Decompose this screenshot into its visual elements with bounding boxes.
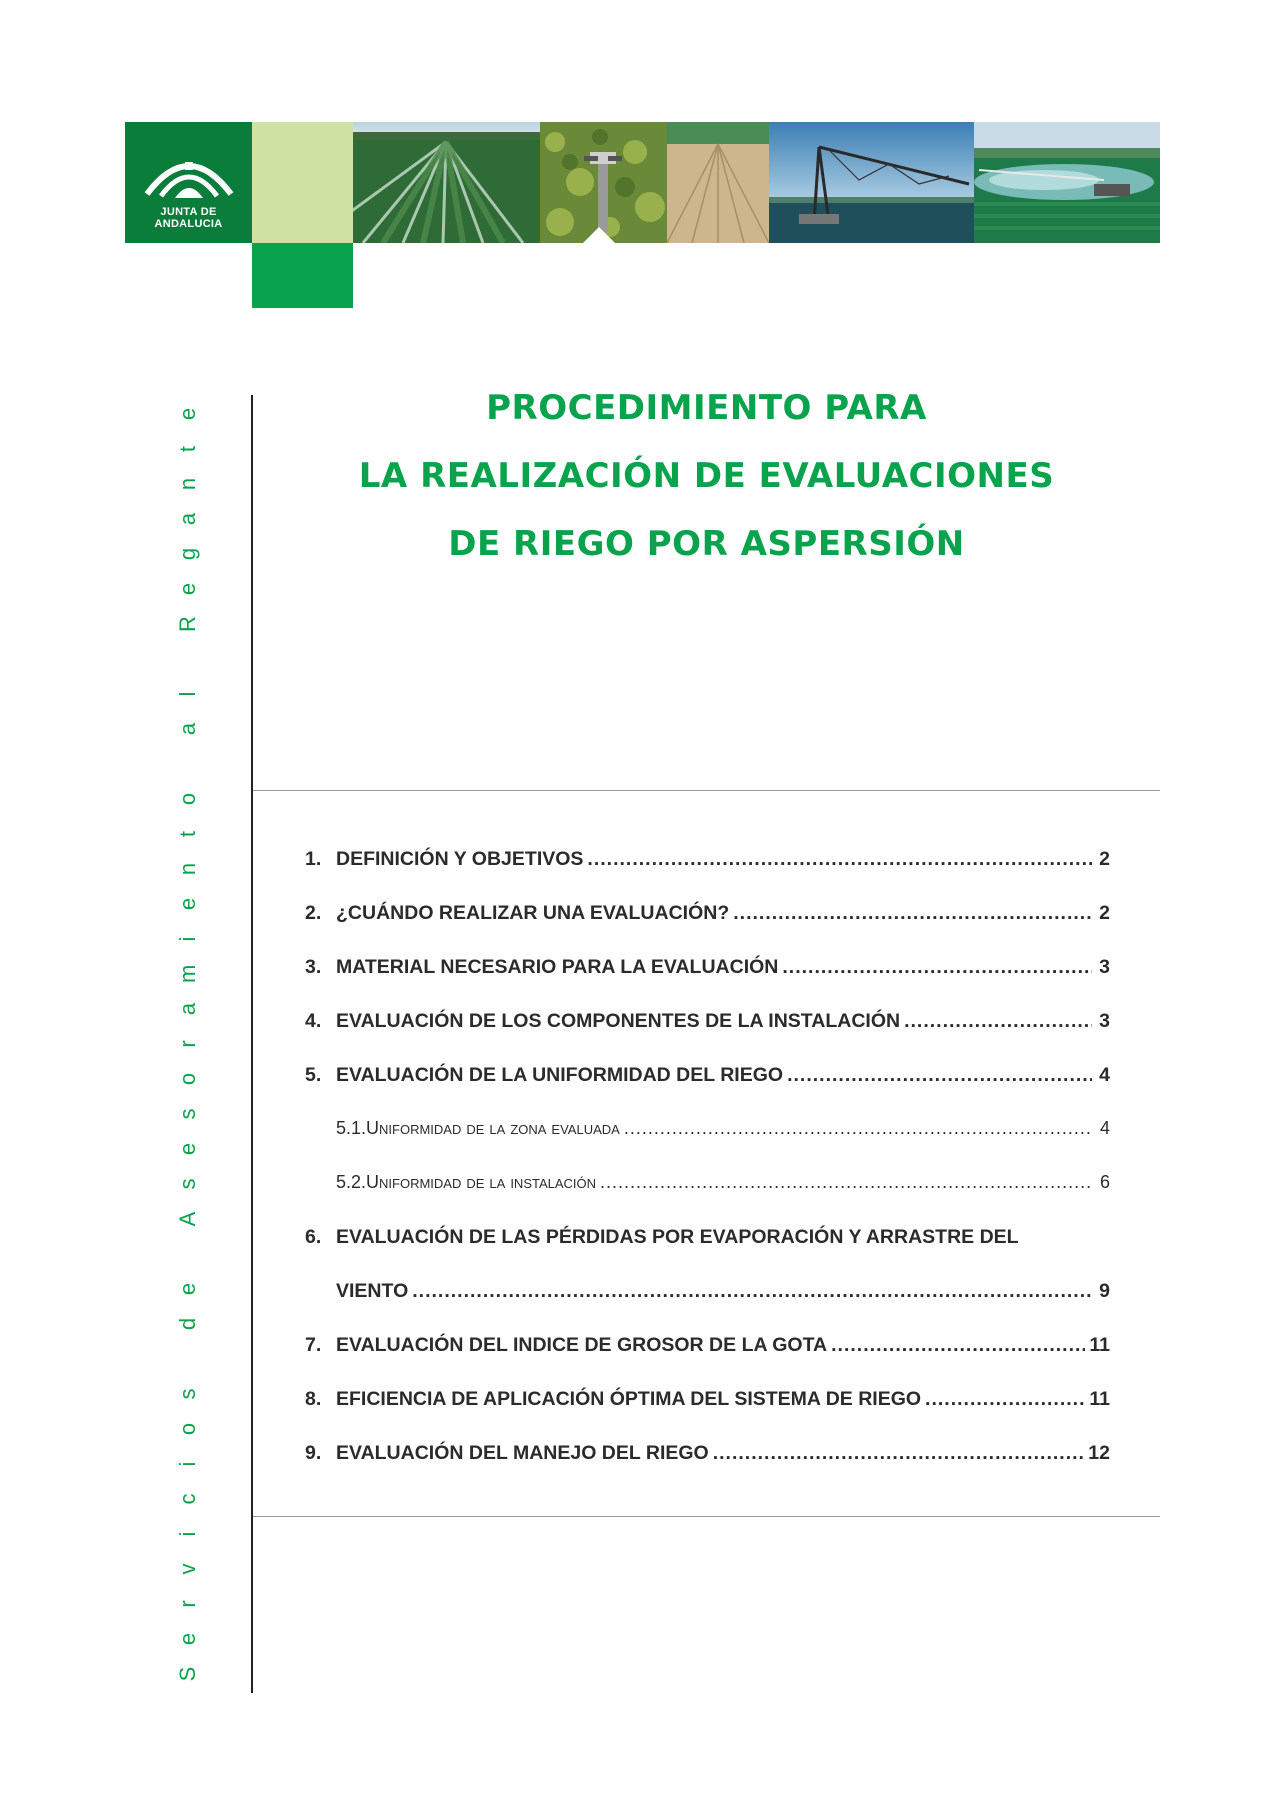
side-letter: o (175, 1072, 200, 1086)
side-letter: o (175, 1422, 200, 1436)
title-line-3: DE RIEGO POR ASPERSIÓN (448, 524, 965, 564)
bottom-divider (253, 1516, 1160, 1517)
side-letter: r (175, 1040, 200, 1048)
junta-arch-icon (139, 144, 239, 202)
side-letter: A (175, 1211, 200, 1227)
bare-field-photo (667, 122, 769, 243)
side-letter: e (175, 1282, 200, 1296)
side-letter: e (175, 407, 200, 421)
top-divider (253, 790, 1160, 791)
side-letter: e (175, 1632, 200, 1646)
toc-entry[interactable]: 3. MATERIAL NECESARIO PARA LA EVALUACIÓN ..... 3 (305, 956, 1110, 986)
side-letter: i (175, 1461, 200, 1467)
pivot-irrigation-photo (974, 122, 1160, 243)
side-letter: s (175, 1178, 200, 1190)
side-letter: i (175, 1531, 200, 1537)
side-letter: R (175, 616, 200, 632)
side-letter: t (175, 445, 200, 453)
side-vertical-text (168, 395, 208, 1693)
toc-entry[interactable]: 1. DEFINICIÓN Y OBJETIVOS ..... 2 (305, 848, 1110, 878)
title-line-1: PROCEDIMIENTO PARA (486, 388, 927, 428)
side-letter: e (175, 582, 200, 596)
toc-entry[interactable]: 7. EVALUACIÓN DEL INDICE DE GROSOR DE LA GOTA ..... 11 (305, 1334, 1110, 1364)
side-letter: s (175, 1388, 200, 1400)
green-block (252, 243, 353, 308)
toc-subentry[interactable]: 5.2. Uniformidad de la instalación ..... 6 (305, 1172, 1110, 1202)
side-letter: S (175, 1666, 200, 1682)
side-letter: c (175, 1493, 200, 1505)
field-rows-photo (353, 122, 540, 243)
side-letter (168, 755, 208, 773)
junta-logo (125, 122, 252, 243)
side-letter: o (175, 792, 200, 806)
pale-green-block (252, 122, 353, 243)
side-letter: g (175, 547, 200, 561)
side-letter: i (175, 936, 200, 942)
side-letter: v (175, 1563, 200, 1575)
side-letter: e (175, 897, 200, 911)
side-letter: l (175, 691, 200, 697)
side-letter: d (175, 1317, 200, 1331)
side-letter: a (175, 512, 200, 526)
side-letter (168, 1245, 208, 1263)
side-letter: s (175, 1108, 200, 1120)
header-notch (583, 227, 615, 243)
side-letter: m (175, 964, 200, 983)
side-letter: a (175, 722, 200, 736)
toc-entry[interactable]: 4. EVALUACIÓN DE LOS COMPONENTES DE LA INSTALACIÓN ..... 3 (305, 1010, 1110, 1040)
header-band (125, 122, 1160, 308)
toc-entry[interactable]: 9. EVALUACIÓN DEL MANEJO DEL RIEGO ..... 12 (305, 1442, 1110, 1472)
side-letter (168, 650, 208, 668)
side-letter: n (175, 862, 200, 876)
toc-entry[interactable]: 6. EVALUACIÓN DE LAS PÉRDIDAS POR EVAPORACIÓN Y ARRASTRE DEL (305, 1226, 1019, 1248)
toc-entry-continued[interactable]: VIENTO ..... 9 (305, 1280, 1110, 1310)
side-letter: r (175, 1600, 200, 1608)
side-letter: t (175, 830, 200, 838)
side-letter: n (175, 477, 200, 491)
toc-entry[interactable]: 2. ¿CUÁNDO REALIZAR UNA EVALUACIÓN? ..... 2 (305, 902, 1110, 932)
side-letter (168, 1350, 208, 1368)
toc-subentry[interactable]: 5.1. Uniformidad de la zona evaluada ..... 4 (305, 1118, 1110, 1148)
toc-entry[interactable]: 8. EFICIENCIA DE APLICACIÓN ÓPTIMA DEL SISTEMA DE RIEGO ..... 11 (305, 1388, 1110, 1418)
side-letter: a (175, 1002, 200, 1016)
title-line-2: LA REALIZACIÓN DE EVALUACIONES (358, 456, 1055, 496)
vertical-rule (251, 395, 253, 1693)
logo-text: JUNTA DE ANDALUCIA (154, 206, 223, 230)
side-letter: e (175, 1142, 200, 1156)
sprinkler-photo (540, 122, 667, 243)
center-pivot-photo (769, 122, 974, 243)
toc-entry[interactable]: 5. EVALUACIÓN DE LA UNIFORMIDAD DEL RIEGO ..... 4 (305, 1064, 1110, 1094)
